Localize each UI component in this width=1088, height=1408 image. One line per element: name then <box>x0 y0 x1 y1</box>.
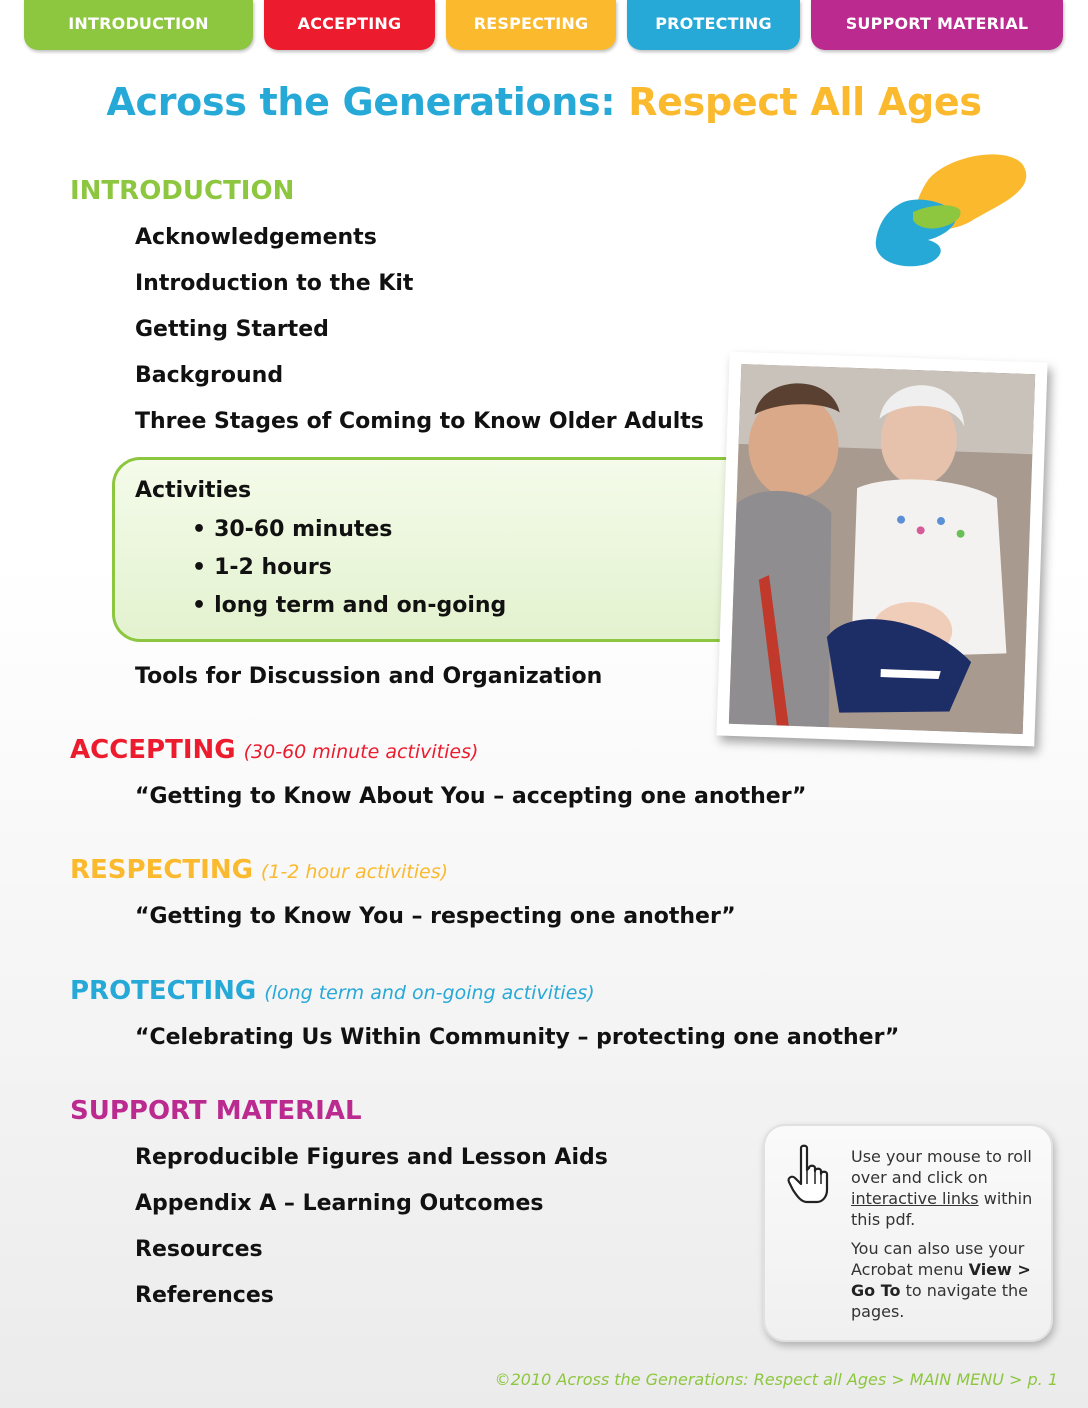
link-getting-to-know-you[interactable]: “Getting to Know You – respecting one another” <box>135 904 736 929</box>
bullet-dot-icon: • <box>192 593 207 618</box>
protecting-heading-text: PROTECTING <box>70 976 257 1006</box>
bullet-label: 30-60 minutes <box>214 517 393 542</box>
photo-illustration <box>729 364 1035 734</box>
link-introduction-to-kit[interactable]: Introduction to the Kit <box>135 271 414 296</box>
bullet-label: long term and on-going <box>214 593 507 618</box>
link-acknowledgements[interactable]: Acknowledgements <box>135 225 377 250</box>
link-background[interactable]: Background <box>135 363 284 388</box>
link-activities-1-2-hours[interactable] <box>192 555 332 580</box>
link-three-stages[interactable]: Three Stages of Coming to Know Older Adults <box>135 409 704 434</box>
accepting-note: (30-60 minute activities) <box>243 741 479 763</box>
help-paragraph-1 <box>851 1146 1047 1230</box>
accepting-heading-text: ACCEPTING <box>70 735 236 765</box>
help-text-2b: to navigate the pages. <box>851 1281 1028 1321</box>
interactive-links-link[interactable]: interactive links <box>851 1189 979 1208</box>
tab-introduction-label: INTRODUCTION <box>68 14 209 33</box>
link-activities[interactable]: Activities <box>135 478 252 503</box>
hand-pointer-icon <box>787 1144 835 1206</box>
photo-image <box>729 364 1035 734</box>
tab-protecting[interactable] <box>627 0 800 50</box>
protecting-note: (long term and on-going activities) <box>264 982 595 1004</box>
link-appendix-a[interactable]: Appendix A – Learning Outcomes <box>135 1191 544 1216</box>
tab-respecting-label: RESPECTING <box>473 14 589 33</box>
help-paragraph-2 <box>851 1238 1047 1322</box>
help-menu-path: View > Go To <box>851 1260 1031 1300</box>
bullet-dot-icon: • <box>192 555 207 580</box>
link-getting-started[interactable]: Getting Started <box>135 317 329 342</box>
protecting-heading[interactable] <box>70 976 595 1006</box>
title-part-2: Respect All Ages <box>628 80 982 124</box>
top-tab-bar <box>0 0 1088 52</box>
link-celebrating-us[interactable]: “Celebrating Us Within Community – protecting one another” <box>135 1025 900 1050</box>
link-references[interactable]: References <box>135 1283 274 1308</box>
tab-accepting-label: ACCEPTING <box>297 14 402 33</box>
tab-introduction[interactable] <box>24 0 253 50</box>
link-activities-long-term[interactable] <box>192 593 506 618</box>
link-resources[interactable]: Resources <box>135 1237 263 1262</box>
bullet-label: 1-2 hours <box>214 555 332 580</box>
link-getting-to-know-about-you[interactable]: “Getting to Know About You – accepting one another” <box>135 784 807 809</box>
page-title <box>0 80 1088 124</box>
help-callout <box>763 1124 1053 1342</box>
help-text-1a: Use your mouse to roll over and click on <box>851 1147 1032 1187</box>
respecting-note: (1-2 hour activities) <box>260 861 449 883</box>
tab-protecting-label: PROTECTING <box>655 14 772 33</box>
introduction-heading[interactable] <box>70 176 294 206</box>
respecting-heading-text: RESPECTING <box>70 855 253 885</box>
accepting-heading[interactable] <box>70 735 478 765</box>
help-text <box>851 1146 1047 1322</box>
help-text-1b: within this pdf. <box>851 1189 1033 1229</box>
tab-respecting[interactable] <box>446 0 616 50</box>
title-part-1: Across the Generations: <box>106 80 616 124</box>
link-reproducible-figures[interactable]: Reproducible Figures and Lesson Aids <box>135 1145 608 1170</box>
support-heading[interactable] <box>70 1096 362 1126</box>
introduction-heading-text: INTRODUCTION <box>70 176 295 206</box>
bullet-dot-icon: • <box>192 517 207 542</box>
support-heading-text: SUPPORT MATERIAL <box>70 1096 362 1126</box>
photo-generations <box>716 352 1047 747</box>
respecting-heading[interactable] <box>70 855 448 885</box>
help-text-2a: You can also use your Acrobat menu <box>851 1239 1025 1279</box>
tab-support-material[interactable] <box>811 0 1063 50</box>
link-tools-discussion[interactable]: Tools for Discussion and Organization <box>135 664 603 689</box>
hands-logo-icon <box>868 150 1028 275</box>
tab-accepting[interactable] <box>264 0 435 50</box>
tab-support-label: SUPPORT MATERIAL <box>845 14 1029 33</box>
link-activities-30-60[interactable] <box>192 517 392 542</box>
page-footer[interactable]: ©2010 Across the Generations: Respect all Ages > MAIN MENU > p. 1 <box>494 1370 1058 1389</box>
